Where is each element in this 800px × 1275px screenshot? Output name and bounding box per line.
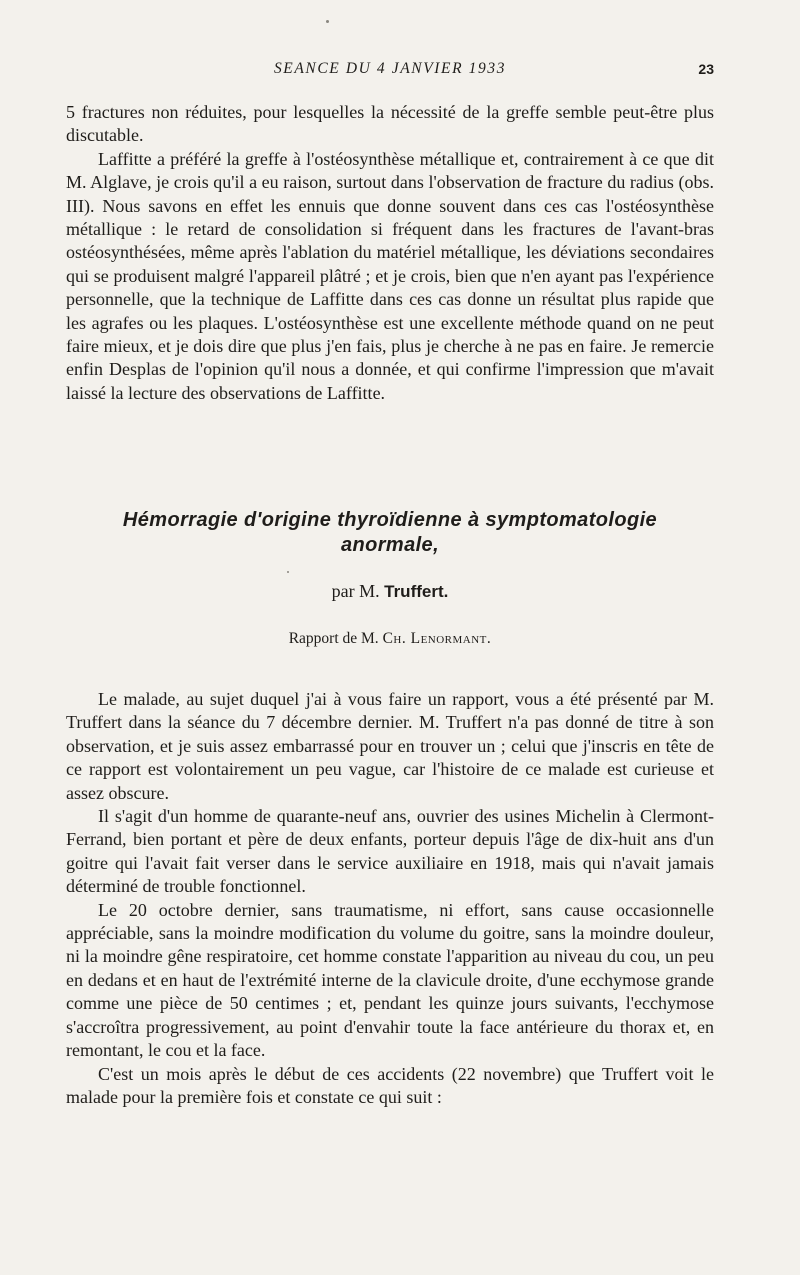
continuation-paragraph: Laffitte a préféré la greffe à l'ostéosynthèse métallique et, contrairement à ce que dit M. Alglave, je crois qu'il a eu raison, surtout dans l'observation de fracture du radius (obs. III). Nous savons en effet les ennuis que donne souvent dans ces cas l'ostéosynthèse métallique : le retard de consolidation si fréquent dans les fractures de l'avant-bras ostéosynthésées, même après l'ablation du matériel métallique, les déviations secondaires qui se produisent malgré l'appareil plâtré ; et je crois, bien que n'en ayant pas l'expérience personnelle, que la technique de Laffitte dans ces cas donne un résultat plus rapide que les agrafes ou les plaques. L'ostéosynthèse est une excellente méthode quand on ne peut faire mieux, et je dois dire que plus j'en fais, plus je cherche à ne pas en faire. Je remercie enfin Desplas de l'opinion qu'il nous a donnée, et qui confirme l'impression que m'avait laissé la lecture des observations de Laffitte. [66, 148, 714, 403]
author-name: Truffert. [384, 582, 449, 601]
running-title: SEANCE DU 4 JANVIER 1933 [273, 60, 507, 77]
body-paragraph: C'est un mois après le début de ces accidents (22 novembre) que Truffert voit le malade pour la première fois et constate ce qui suit : [66, 1063, 714, 1107]
article-title-line: Hémorragie d'origine thyroïdienne à symptomatologie [122, 509, 658, 531]
body-paragraph: Le 20 octobre dernier, sans traumatisme, ni effort, sans cause occasionnelle appréciable, sans la moindre modification du volume du goitre, sans la moindre douleur, ni la moindre gêne respiratoire, cet homme constate l'apparition au niveau du cou, un peu en dedans et en haut de l'extrémité interne de la clavicule droite, d'une ecchymose grande comme une pièce de 50 centimes ; et, pendant les quinze jours suivants, l'ecchymose s'accroîtra progressivement, au point d'envahir toute la face antérieure du thorax et, en remontant, le cou et la face. [66, 899, 714, 1061]
body-paragraph: Le malade, au sujet duquel j'ai à vous faire un rapport, vous a été présenté par M. Truffert dans la séance du 7 décembre dernier. M. Truffert n'a pas donné de titre à son observation, et je suis assez embarrassé pour en trouver un ; celui que j'inscris en tête de ce rapport est volontairement un peu vague, car l'histoire de ce malade est curieuse et assez obscure. [66, 689, 714, 803]
print-speck [326, 20, 329, 23]
body-paragraph: Il s'agit d'un homme de quarante-neuf ans, ouvrier des usines Michelin à Clermont-Ferrand, bien portant et père de deux enfants, porteur depuis l'âge de dix-huit ans d'un goitre qui l'avait fait verser dans le service auxiliaire en 1918, mais qui n'avait jamais déterminé de trouble fonctionnel. [66, 806, 714, 897]
page-number: 23 [698, 61, 714, 77]
report-attribution [66, 628, 714, 650]
print-speck [287, 571, 289, 573]
article-body [66, 688, 714, 1109]
report-prefix: Rapport de M. [288, 630, 379, 647]
article-title [66, 508, 714, 558]
byline-prefix: par M. [331, 581, 380, 601]
byline [66, 579, 714, 604]
running-head [66, 60, 714, 84]
continuation-paragraph: 5 fractures non réduites, pour lesquelles la nécessité de la greffe semble peut-être plus discutable. [66, 102, 714, 146]
reporter-name: Ch. Lenormant. [382, 630, 492, 647]
article-title-line: anormale, [340, 534, 440, 556]
previous-report-continuation [66, 101, 714, 405]
